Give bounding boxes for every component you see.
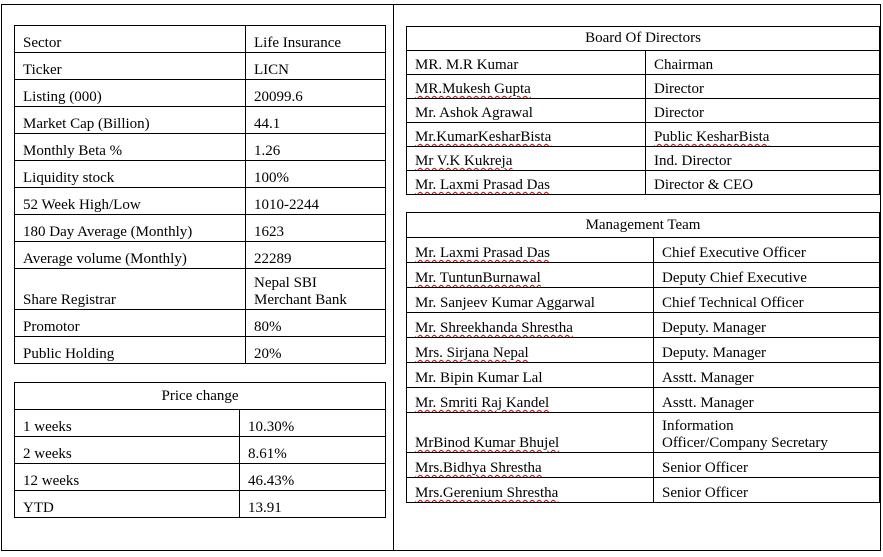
name-text: Mrs.Gerenium Shrestha [415,485,559,501]
table-row [15,464,386,491]
table-row [15,310,386,337]
row-label: Public Holding [15,337,246,364]
row-value: 80% [246,310,386,337]
table-row [15,242,386,269]
role-line: Officer/Company Secretary [662,435,828,451]
row-label: 180 Day Average (Monthly) [15,215,246,242]
row-label: Market Cap (Billion) [15,107,246,134]
name-text: Mr. Smriti Raj Kandel [415,395,550,411]
table-row [407,313,880,338]
table-row [15,491,386,518]
table-row [15,107,386,134]
table-row [15,410,386,437]
row-label: Promotor [15,310,246,337]
member-name [407,478,654,503]
row-label: YTD [15,491,240,518]
column-divider [393,4,394,551]
director-role: Director [646,99,880,123]
management-table [406,212,880,503]
member-role: Senior Officer [654,478,880,503]
table-row [407,147,880,171]
director-role: Director & CEO [646,171,880,195]
name-text: Mrs.Bidhya Shrestha [415,460,542,476]
table-header-row [15,383,386,410]
price-change-table [14,382,386,518]
director-role: Chairman [646,51,880,75]
row-value: 20% [246,337,386,364]
table-row [407,363,880,388]
board-table [406,26,880,195]
stock-info-table [14,25,386,364]
row-value: 46.43% [240,464,386,491]
table-row [15,26,386,53]
member-role: Chief Technical Officer [654,288,880,313]
row-label: Listing (000) [15,80,246,107]
row-value: 1010-2244 [246,188,386,215]
table-row [407,123,880,147]
table-row [15,215,386,242]
table-row [15,134,386,161]
director-name [407,123,646,147]
row-label: Ticker [15,53,246,80]
value-line: Merchant Bank [254,292,347,308]
row-value: 22289 [246,242,386,269]
member-role [654,413,880,453]
row-value: 1.26 [246,134,386,161]
table-row [15,269,386,310]
member-name [407,453,654,478]
member-role: Senior Officer [654,453,880,478]
table-header-row [407,213,880,238]
table-row [407,388,880,413]
row-value: 20099.6 [246,80,386,107]
role-text: Public KesharBista [654,129,770,145]
member-name [407,338,654,363]
row-label: 1 weeks [15,410,240,437]
row-value: 100% [246,161,386,188]
member-role: Deputy. Manager [654,313,880,338]
director-name: Mr. Ashok Agrawal [407,99,646,123]
member-name: Mr. Sanjeev Kumar Aggarwal [407,288,654,313]
director-name [407,171,646,195]
table-row [407,75,880,99]
member-role: Asstt. Manager [654,363,880,388]
director-name: MR. M.R Kumar [407,51,646,75]
name-text: Mr. Laxmi Prasad Das [415,177,550,193]
name-text: Mr.KumarKesharBista [415,129,552,145]
name-text: MrBinod Kumar Bhujel [415,435,560,451]
name-text: Mr V.K Kukreja [415,153,513,169]
row-label: Share Registrar [15,269,246,310]
member-name [407,388,654,413]
row-value: LICN [246,53,386,80]
row-value: 44.1 [246,107,386,134]
row-value: 8.61% [240,437,386,464]
table-row [407,453,880,478]
table-row [407,478,880,503]
name-text: MR.Mukesh Gupta [415,81,531,97]
row-value: 10.30% [240,410,386,437]
row-label: 2 weeks [15,437,240,464]
row-label: Average volume (Monthly) [15,242,246,269]
row-label: 52 Week High/Low [15,188,246,215]
name-text: Mr. TuntunBurnawal [415,270,541,286]
table-row [15,161,386,188]
row-label: Liquidity stock [15,161,246,188]
member-role: Deputy. Manager [654,338,880,363]
member-name: Mr. Bipin Kumar Lal [407,363,654,388]
table-row [15,337,386,364]
row-value: Life Insurance [246,26,386,53]
table-row [407,413,880,453]
table-row [407,338,880,363]
row-label: 12 weeks [15,464,240,491]
member-name [407,238,654,263]
table-title: Price change [15,383,386,410]
row-value: 1623 [246,215,386,242]
member-name [407,313,654,338]
role-line: Information [662,418,734,434]
name-text: Mr. Laxmi Prasad Das [415,245,550,261]
row-value: 13.91 [240,491,386,518]
director-name [407,147,646,171]
value-line: Nepal SBI [254,275,317,291]
table-row [15,80,386,107]
table-row [15,53,386,80]
table-row [407,288,880,313]
director-role: Director [646,75,880,99]
table-row [407,238,880,263]
member-role: Deputy Chief Executive [654,263,880,288]
table-header-row [407,27,880,51]
member-name [407,263,654,288]
table-row [407,171,880,195]
table-title: Board Of Directors [407,27,880,51]
table-title: Management Team [407,213,880,238]
director-name [407,75,646,99]
director-role [646,123,880,147]
member-name [407,413,654,453]
row-label: Monthly Beta % [15,134,246,161]
name-text: Mrs. Sirjana Nepal [415,345,529,361]
table-row [407,263,880,288]
member-role: Asstt. Manager [654,388,880,413]
row-value [246,269,386,310]
director-role: Ind. Director [646,147,880,171]
name-text: Mr. Shreekhanda Shrestha [415,320,573,336]
table-row [407,51,880,75]
table-row [407,99,880,123]
member-role: Chief Executive Officer [654,238,880,263]
row-label: Sector [15,26,246,53]
table-row [15,437,386,464]
table-row [15,188,386,215]
